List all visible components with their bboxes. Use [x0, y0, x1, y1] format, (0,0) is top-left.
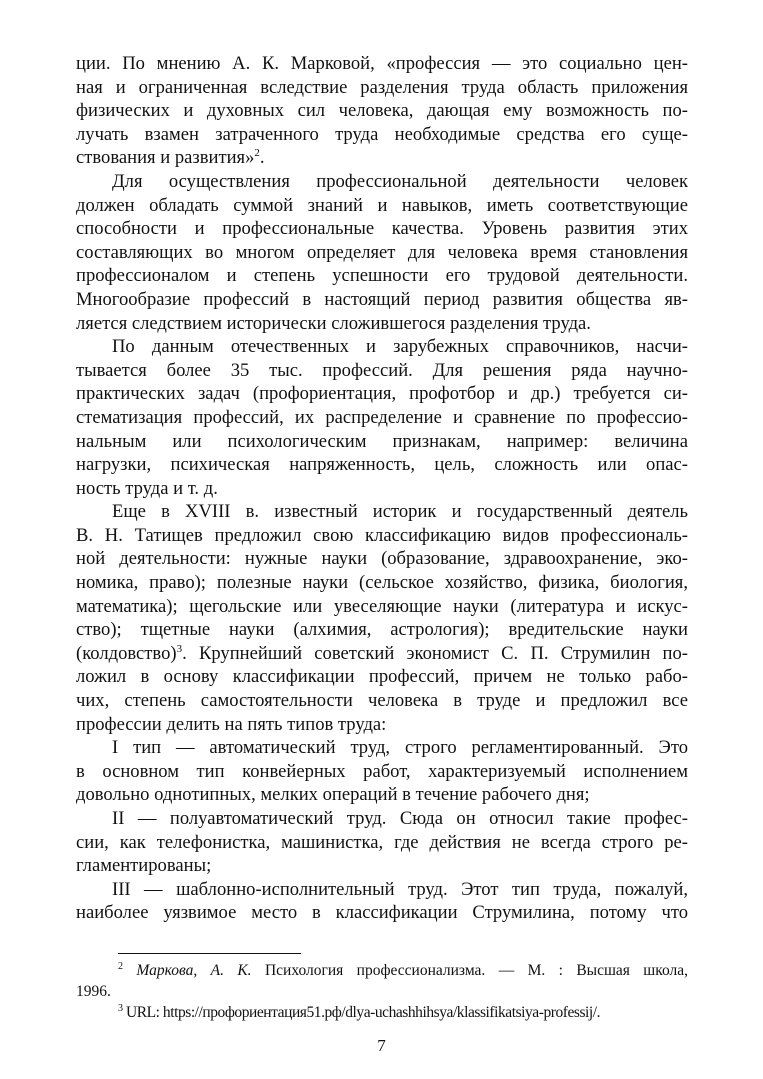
text-line: [76, 406, 688, 430]
text-line: [76, 477, 688, 501]
line-text: В. Н. Татищев предложил свою классификацию видов профессиональ-: [76, 524, 688, 546]
line-text: нагрузки, психическая напряженность, цель, сложность или опас-: [76, 454, 688, 476]
footnote-2-author: Маркова, А. К.: [136, 962, 252, 979]
footnote-2-continuation: 1996.: [76, 983, 111, 1000]
text-line: [76, 665, 688, 689]
text-line: [76, 878, 688, 902]
text-line: [76, 524, 688, 548]
footnotes: [76, 960, 688, 1023]
text-line: [76, 430, 688, 454]
line-text: III — шаблонно-исполнительный труд. Этот тип труда, пожалуй,: [112, 878, 688, 900]
line-text-after-ref: .: [259, 147, 265, 169]
text-line: [76, 854, 688, 878]
text-line: [76, 783, 688, 807]
line-text: Еще в XVIII в. известный историк и государственный деятель: [112, 501, 688, 523]
line-text: ции. По мнению А. К. Марковой, «профессия — это социально цен-: [76, 53, 688, 74]
text-line: [76, 689, 688, 713]
text-line: [76, 807, 688, 831]
line-text: чих, степень самостоятельности человека в труде и предложил все: [76, 690, 688, 712]
footnote-2: [76, 960, 688, 981]
text-line: [76, 571, 688, 595]
line-text: II — полуавтоматический труд. Сюда он относил такие профес-: [112, 808, 688, 829]
text-line: [76, 500, 688, 524]
footnote-3-url: URL: https://профориентация51.рф/dlya-uchashhihsya/klassifikatsiya-professij/.: [126, 1004, 601, 1021]
page-number: 7: [377, 1036, 386, 1055]
line-text: гламентированы;: [76, 855, 212, 877]
line-text: номика, право); полезные науки (сельское хозяйство, физика, биология,: [76, 572, 688, 594]
text-line: [76, 618, 688, 642]
line-text: профессионалом и степень успешности его трудовой деятельности.: [76, 265, 688, 287]
footnote-3-number: 3: [118, 1002, 123, 1014]
text-line: [76, 642, 688, 666]
text-line: [76, 264, 688, 288]
text-line: [76, 901, 688, 925]
line-text: ствования и развития»: [76, 147, 255, 169]
line-text: нальным или психологическим признакам, например: величина: [76, 430, 688, 452]
text-line: [76, 170, 688, 194]
text-line: [76, 335, 688, 359]
line-text: в основном тип конвейерных работ, характеризуемый исполнением: [76, 760, 688, 782]
text-line: [76, 194, 688, 218]
text-line: [76, 312, 688, 336]
text-line: [76, 241, 688, 265]
line-text: ная и ограниченная вследствие разделения труда область приложения: [76, 76, 688, 98]
line-text: ложил в основу классификации профессий, причем не только рабо-: [76, 666, 688, 688]
page-body: [76, 52, 688, 925]
text-line: [76, 52, 688, 76]
text-line: [76, 713, 688, 737]
text-line: [76, 288, 688, 312]
line-text: должен обладать суммой знаний и навыков, иметь соответствующие: [76, 194, 688, 216]
line-text: способности и профессиональные качества. Уровень развития этих: [76, 218, 688, 240]
footnote-3: [76, 1002, 688, 1023]
text-line: [76, 595, 688, 619]
line-text: Для осуществления профессиональной деятельности человек: [112, 170, 688, 192]
line-text: стематизация профессий, их распределение и сравнение по профессио-: [76, 406, 688, 428]
line-text: составляющих во многом определяет для человека время становления: [76, 241, 688, 263]
text-line: [76, 123, 688, 147]
line-text: ность труда и т. д.: [76, 477, 218, 499]
text-line: [76, 760, 688, 784]
footnote-ref: 3: [176, 642, 183, 655]
line-text: ляется следствием исторически сложившегося разделения труда.: [76, 312, 591, 334]
text-line: [76, 76, 688, 100]
footnote-ref: 2: [254, 147, 260, 160]
line-text: ство); тщетные науки (алхимия, астрология); вредительские науки: [76, 619, 688, 641]
footnote-2-number: 2: [118, 960, 123, 972]
line-text: лучать взамен затраченного труда необходимые средства его суще-: [76, 123, 688, 145]
line-text: практических задач (профориентация, профотбор и др.) требуется си-: [76, 383, 688, 405]
text-line: [76, 99, 688, 123]
line-text: По данным отечественных и зарубежных справочников, насчи-: [112, 336, 688, 358]
line-text: ной деятельности: нужные науки (образование, здравоохранение, эко-: [76, 548, 688, 570]
footnote-divider: [118, 953, 301, 954]
text-line: [76, 146, 688, 170]
text-line: [76, 382, 688, 406]
text-line: [76, 359, 688, 383]
line-text: профессии делить на пять типов труда:: [76, 713, 387, 735]
line-text: Многообразие профессий в настоящий период развития общества яв-: [76, 288, 688, 310]
text-line: [76, 217, 688, 241]
text-line: [76, 831, 688, 855]
line-text: довольно однотипных, мелких операций в течение рабочего дня;: [76, 784, 590, 806]
line-text: (колдовство): [76, 642, 177, 664]
footnote-2-text: Психология профессионализма. — М. : Высшая школа,: [251, 962, 689, 979]
line-text: тывается более 35 тыс. профессий. Для решения ряда научно-: [76, 359, 688, 381]
line-text: сии, как телефонистка, машинистка, где действия не всегда строго ре-: [76, 831, 688, 853]
line-text: наиболее уязвимое место в классификации Струмилина, потому что: [76, 902, 688, 924]
line-text: физических и духовных сил человека, дающая ему возможность по-: [76, 100, 688, 122]
text-line: [76, 547, 688, 571]
line-text-after-ref: . Крупнейший советский экономист С. П. Струмилин по-: [182, 642, 688, 664]
line-text: I тип — автоматический труд, строго регламентированный. Это: [112, 737, 688, 759]
line-text: математика); щегольские или увеселяющие науки (литература и искус-: [76, 595, 688, 617]
text-line: [76, 453, 688, 477]
text-line: [76, 736, 688, 760]
